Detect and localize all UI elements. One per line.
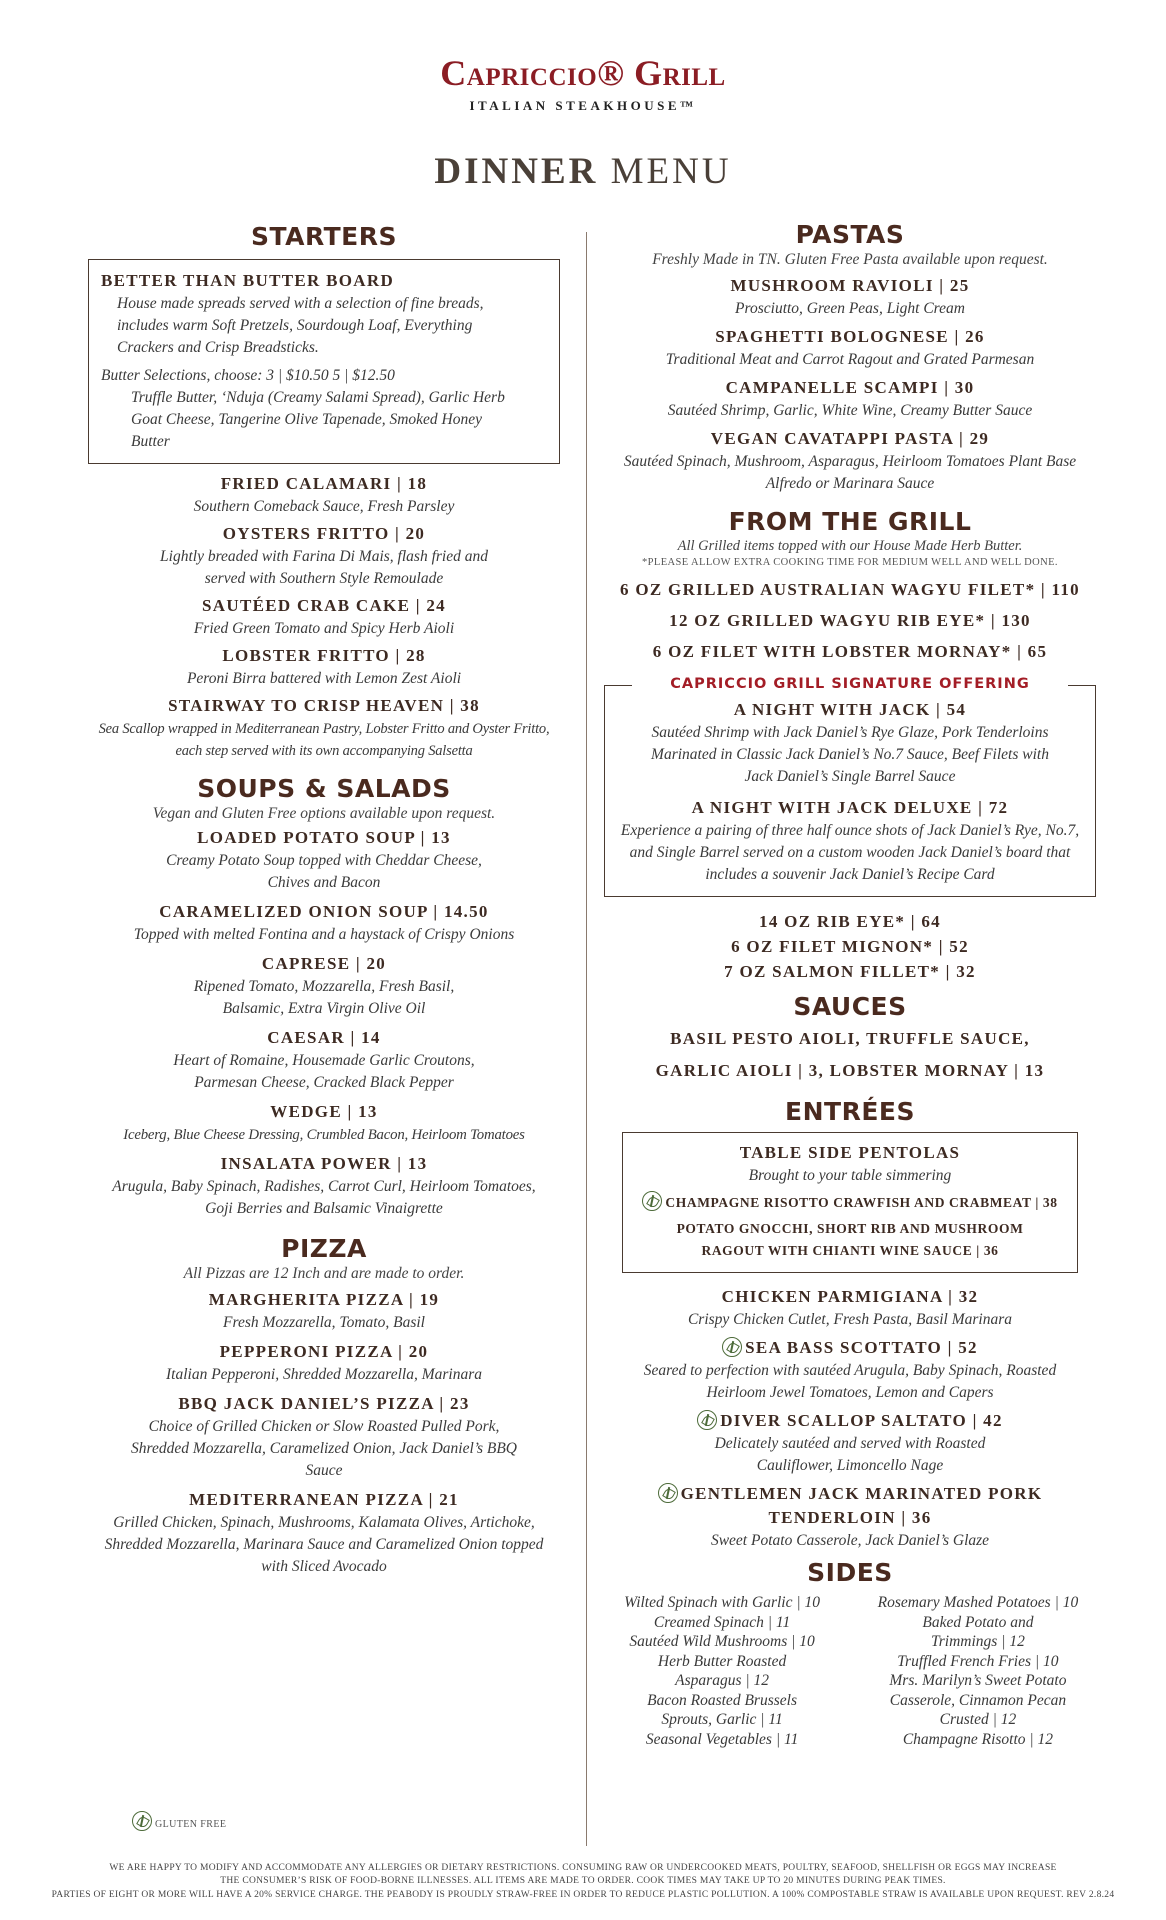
soups-list — [88, 826, 560, 1220]
footer-line: THE CONSUMER’S RISK OF FOOD-BORNE ILLNESSES. ALL ITEMS ARE MADE TO ORDER. COOK TIMES MAY TAKE UP TO 20 MINUTES DURING PEAK TIMES. — [220, 1875, 946, 1886]
menu-item-name: LOBSTER FRITTO | 28 — [222, 646, 426, 665]
side-item: Sautéed Wild Mushrooms | 10 — [629, 1633, 815, 1650]
side-item: Herb Butter Roasted Asparagus | 12 — [657, 1652, 787, 1689]
gluten-free-legend-label: GLUTEN FREE — [155, 1819, 227, 1830]
menu-item-name: 7 OZ SALMON FILLET* | 32 — [724, 962, 976, 981]
section-title-pizza: PIZZA — [281, 1234, 367, 1263]
gluten-free-icon — [722, 1337, 742, 1357]
menu-item-desc: Sweet Potato Casserole, Jack Daniel’s Glaze — [710, 1532, 990, 1549]
menu-item — [604, 1285, 1096, 1331]
menu-item-desc: Creamy Potato Soup topped with Cheddar Cheese, Chives and Bacon — [166, 852, 482, 891]
menu-item-name-row — [604, 1482, 1096, 1530]
menu-item — [88, 1488, 560, 1578]
menu-item — [88, 1152, 560, 1220]
grill-list-2 — [604, 909, 1096, 984]
pastas-list — [604, 274, 1096, 495]
menu-item-name: 12 OZ GRILLED WAGYU RIB EYE* | 130 — [669, 611, 1031, 630]
menu-item — [88, 594, 560, 640]
menu-item — [604, 1336, 1096, 1404]
menu-item-name-row — [604, 1409, 1096, 1433]
menu-item-name: CAPRESE | 20 — [261, 954, 387, 973]
signature-offering-title: CAPRICCIO GRILL SIGNATURE OFFERING — [670, 676, 1030, 692]
menu-item-desc: Ripened Tomato, Mozzarella, Fresh Basil, Balsamic, Extra Virgin Olive Oil — [193, 978, 455, 1017]
section-title-grill: FROM THE GRILL — [728, 507, 972, 536]
butter-selection-prices: Butter Selections, choose: 3 | $10.50 5 | $12.50 — [101, 367, 395, 384]
menu-item — [88, 1392, 560, 1482]
footer-disclaimer — [0, 1862, 1166, 1902]
menu-item-name: SEA BASS SCOTTATO | 52 — [745, 1338, 978, 1357]
menu-item-name: MEDITERRANEAN PIZZA | 21 — [189, 1490, 459, 1509]
menu-item-desc: Experience a pairing of three half ounce shots of Jack Daniel’s Rye, No.7, and Single Barrel served on a custom wooden Jack Daniel’s board that includes a souvenir Jack Daniel’s Recipe Card — [620, 822, 1080, 883]
side-item: Mrs. Marilyn’s Sweet Potato Casserole, Cinnamon Pecan Crusted | 12 — [889, 1672, 1067, 1728]
menu-item-desc: Crispy Chicken Cutlet, Fresh Pasta, Basil Marinara — [687, 1311, 1013, 1328]
menu-item-desc: Prosciutto, Green Peas, Light Cream — [735, 300, 965, 317]
menu-item-name: CAESAR | 14 — [267, 1028, 381, 1047]
right-column — [604, 220, 1096, 1749]
menu-item-desc: Topped with melted Fontina and a haystack of Crispy Onions — [133, 926, 515, 943]
menu-item-desc: Sautéed Spinach, Mushroom, Asparagus, Heirloom Tomatoes Plant Base Alfredo or Marinara Sauce — [623, 453, 1077, 492]
section-note: Freshly Made in TN. Gluten Free Pasta available upon request. — [652, 251, 1048, 268]
menu-item — [88, 1288, 560, 1334]
left-column — [88, 220, 560, 1578]
menu-item — [604, 1409, 1096, 1477]
column-divider — [586, 232, 587, 1846]
page-title — [0, 150, 1166, 193]
footer-line: WE ARE HAPPY TO MODIFY AND ACCOMMODATE ANY ALLERGIES OR DIETARY RESTRICTIONS. CONSUMING RAW OR UNDERCOOKED MEATS, POULTRY, SEAFOOD, SHELLFISH OR EGGS MAY INCREASE — [109, 1863, 1057, 1873]
menu-item-desc: Iceberg, Blue Cheese Dressing, Crumbled Bacon, Heirloom Tomatoes — [123, 1127, 525, 1143]
menu-item — [88, 900, 560, 946]
sauces-line: GARLIC AIOLI | 3, LOBSTER MORNAY | 13 — [655, 1061, 1045, 1080]
menu-item-desc: Choice of Grilled Chicken or Slow Roasted Pulled Pork, Shredded Mozzarella, Caramelized Onion, Jack Daniel’s BBQ Sauce — [130, 1418, 517, 1479]
menu-item-desc: Delicately sautéed and served with Roasted Cauliflower, Limoncello Nage — [714, 1435, 986, 1474]
section-title-soups-salads: SOUPS & SALADS — [197, 774, 451, 803]
menu-item — [88, 1100, 560, 1146]
sides-column-left — [604, 1593, 840, 1749]
side-item: Wilted Spinach with Garlic | 10 — [624, 1594, 820, 1611]
menu-item-name: BETTER THAN BUTTER BOARD — [101, 271, 395, 290]
pizza-list — [88, 1288, 560, 1578]
brand-subtitle: ITALIAN STEAKHOUSE™ — [469, 98, 697, 113]
menu-item-name: CHICKEN PARMIGIANA | 32 — [721, 1287, 979, 1306]
menu-item-name: INSALATA POWER | 13 — [220, 1154, 428, 1173]
section-title-starters: STARTERS — [251, 222, 397, 251]
menu-item-name: 6 OZ FILET WITH LOBSTER MORNAY* | 65 — [652, 642, 1048, 661]
menu-item-name: A NIGHT WITH JACK DELUXE | 72 — [691, 798, 1009, 817]
menu-item-name: 14 OZ RIB EYE* | 64 — [759, 912, 941, 931]
gluten-free-icon — [132, 1811, 152, 1831]
pentola-item — [631, 1191, 1069, 1215]
menu-item — [604, 274, 1096, 320]
side-item: Champagne Risotto | 12 — [902, 1730, 1054, 1748]
menu-item-desc: Sautéed Shrimp with Jack Daniel’s Rye Glaze, Pork Tenderloins Marinated in Classic Jack Daniel’s No.7 Sauce, Beef Filets with Jack Daniel’s Single Barrel Sauce — [651, 724, 1049, 785]
section-title-sauces: SAUCES — [793, 992, 907, 1021]
side-item: Bacon Roasted Brussels Sprouts, Garlic | 11 — [647, 1691, 797, 1728]
menu-item-desc: Sea Scallop wrapped in Mediterranean Pastry, Lobster Fritto and Oyster Fritto, each step served with its own accompanying Salsetta — [98, 721, 550, 759]
menu-item-name: VEGAN CAVATAPPI PASTA | 29 — [710, 429, 990, 448]
gluten-free-legend — [132, 1811, 226, 1831]
menu-item-desc: Seared to perfection with sautéed Arugula, Baby Spinach, Roasted Heirloom Jewel Tomatoes, Lemon and Capers — [643, 1362, 1057, 1401]
menu-item-name: SAUTÉED CRAB CAKE | 24 — [202, 596, 446, 615]
sides-column-right — [860, 1593, 1096, 1749]
side-item: Creamed Spinach | 11 — [653, 1613, 791, 1631]
menu-item-name: DIVER SCALLOP SALTATO | 42 — [720, 1411, 1003, 1430]
menu-item-desc: Brought to your table simmering — [748, 1167, 952, 1184]
section-title-sides: SIDES — [807, 1558, 893, 1587]
signature-line-right — [1068, 685, 1096, 686]
menu-item-name: FRIED CALAMARI | 18 — [220, 474, 428, 493]
butter-options: Truffle Butter, ‘Nduja (Creamy Salami Spread), Garlic Herb Goat Cheese, Tangerine Olive Tapenade, Smoked Honey Butter — [131, 389, 505, 450]
menu-item-name: LOADED POTATO SOUP | 13 — [197, 828, 451, 847]
menu-item — [88, 952, 560, 1020]
gluten-free-icon — [642, 1191, 662, 1211]
section-title-pastas: PASTAS — [795, 220, 905, 249]
side-item: Truffled French Fries | 10 — [897, 1652, 1059, 1670]
menu-item — [617, 698, 1083, 788]
section-note: All Grilled items topped with our House Made Herb Butter. — [677, 538, 1023, 554]
menu-item-desc: Arugula, Baby Spinach, Radishes, Carrot Curl, Heirloom Tomatoes, Goji Berries and Balsamic Vinaigrette — [112, 1178, 536, 1217]
menu-item — [88, 1026, 560, 1094]
menu-item-desc: Peroni Birra battered with Lemon Zest Aioli — [186, 670, 462, 687]
menu-item-name: CAMPANELLE SCAMPI | 30 — [725, 378, 975, 397]
sauces-line: BASIL PESTO AIOLI, TRUFFLE SAUCE, — [670, 1029, 1030, 1048]
side-item: Baked Potato and Trimmings | 12 — [922, 1613, 1034, 1650]
menu-item — [88, 826, 560, 894]
menu-item — [88, 644, 560, 690]
menu-item-desc: Sautéed Shrimp, Garlic, White Wine, Creamy Butter Sauce — [667, 402, 1033, 419]
menu-item-name: 6 OZ GRILLED AUSTRALIAN WAGYU FILET* | 110 — [620, 580, 1080, 599]
menu-item-desc: Southern Comeback Sauce, Fresh Parsley — [193, 498, 455, 515]
menu-item-name: CARAMELIZED ONION SOUP | 14.50 — [159, 902, 489, 921]
brand-logo: Capriccio® Grill — [440, 53, 726, 93]
menu-item-desc: Lightly breaded with Farina Di Mais, flash fried and served with Southern Style Remoulade — [160, 548, 488, 587]
menu-item-name: STAIRWAY TO CRISP HEAVEN | 38 — [168, 696, 480, 715]
section-note: Vegan and Gluten Free options available upon request. — [152, 805, 496, 822]
section-note: All Pizzas are 12 Inch and are made to order. — [183, 1265, 465, 1282]
menu-item — [88, 694, 560, 762]
menu-item-name: BBQ JACK DANIEL’S PIZZA | 23 — [178, 1394, 470, 1413]
menu-item-name: A NIGHT WITH JACK | 54 — [733, 700, 967, 719]
side-item: Seasonal Vegetables | 11 — [645, 1730, 799, 1748]
footer-line: PARTIES OF EIGHT OR MORE WILL HAVE A 20% SERVICE CHARGE. THE PEABODY IS PROUDLY STRAW-FREE IN ORDER TO REDUCE PLASTIC POLLUTION. A 100% COMPOSTABLE STRAW IS AVAILABLE UPON REQUEST. REV 2.8.24 — [51, 1890, 1115, 1900]
menu-item-desc: Fried Green Tomato and Spicy Herb Aioli — [193, 620, 455, 637]
pentola-item: POTATO GNOCCHI, SHORT RIB AND MUSHROOM RAGOUT WITH CHIANTI WINE SAUCE | 36 — [676, 1221, 1024, 1258]
menu-item-name: OYSTERS FRITTO | 20 — [222, 524, 426, 543]
menu-item-desc: Fresh Mozzarella, Tomato, Basil — [223, 1314, 425, 1331]
butter-board-box — [88, 259, 560, 464]
sides-grid — [604, 1593, 1096, 1749]
menu-item-name-row — [604, 1336, 1096, 1360]
menu-item-name: GENTLEMEN JACK MARINATED PORK TENDERLOIN | 36 — [680, 1484, 1043, 1527]
menu-item — [604, 427, 1096, 495]
menu-item — [88, 522, 560, 590]
signature-line-left — [604, 685, 632, 686]
menu-item-name: MARGHERITA PIZZA | 19 — [208, 1290, 440, 1309]
signature-offering-box — [604, 676, 1096, 897]
menu-item-name: 6 OZ FILET MIGNON* | 52 — [731, 937, 969, 956]
side-item: Rosemary Mashed Potatoes | 10 — [877, 1594, 1079, 1611]
page-title-light: MENU — [598, 151, 732, 192]
menu-item-name: PEPPERONI PIZZA | 20 — [219, 1342, 429, 1361]
menu-item — [604, 325, 1096, 371]
menu-item-name: SPAGHETTI BOLOGNESE | 26 — [715, 327, 985, 346]
pentola-item-label: CHAMPAGNE RISOTTO CRAWFISH AND CRABMEAT | 38 — [665, 1195, 1058, 1210]
pentolas-box — [622, 1132, 1078, 1273]
menu-item-name: MUSHROOM RAVIOLI | 25 — [730, 276, 970, 295]
menu-item — [604, 1482, 1096, 1552]
gluten-free-icon — [658, 1483, 678, 1503]
menu-item — [617, 796, 1083, 886]
menu-item-desc: Heart of Romaine, Housemade Garlic Croutons, Parmesan Cheese, Cracked Black Pepper — [173, 1052, 475, 1091]
menu-item-desc: House made spreads served with a selection of fine breads, includes warm Soft Pretzels, Sourdough Loaf, Everything Crackers and Crisp Breadsticks. — [117, 295, 484, 356]
cooking-time-note: *PLEASE ALLOW EXTRA COOKING TIME FOR MEDIUM WELL AND WELL DONE. — [642, 557, 1058, 568]
menu-item-name: WEDGE | 13 — [270, 1102, 378, 1121]
entrees-list — [604, 1285, 1096, 1552]
gluten-free-icon — [697, 1410, 717, 1430]
starters-list — [88, 472, 560, 762]
menu-item-desc: Italian Pepperoni, Shredded Mozzarella, Marinara — [166, 1366, 482, 1383]
menu-item — [88, 1340, 560, 1386]
menu-item-desc: Traditional Meat and Carrot Ragout and Grated Parmesan — [665, 351, 1035, 368]
menu-item — [88, 472, 560, 518]
menu-item-desc: Grilled Chicken, Spinach, Mushrooms, Kalamata Olives, Artichoke, Shredded Mozzarella, Marinara Sauce and Caramelized Onion topped with Sliced Avocado — [104, 1514, 544, 1575]
section-title-entrees: ENTRÉES — [785, 1097, 915, 1126]
grill-list — [604, 574, 1096, 667]
page-title-bold: DINNER — [434, 151, 599, 192]
menu-item-name: TABLE SIDE PENTOLAS — [739, 1143, 961, 1162]
brand-header — [0, 52, 1166, 114]
menu-item — [604, 376, 1096, 422]
